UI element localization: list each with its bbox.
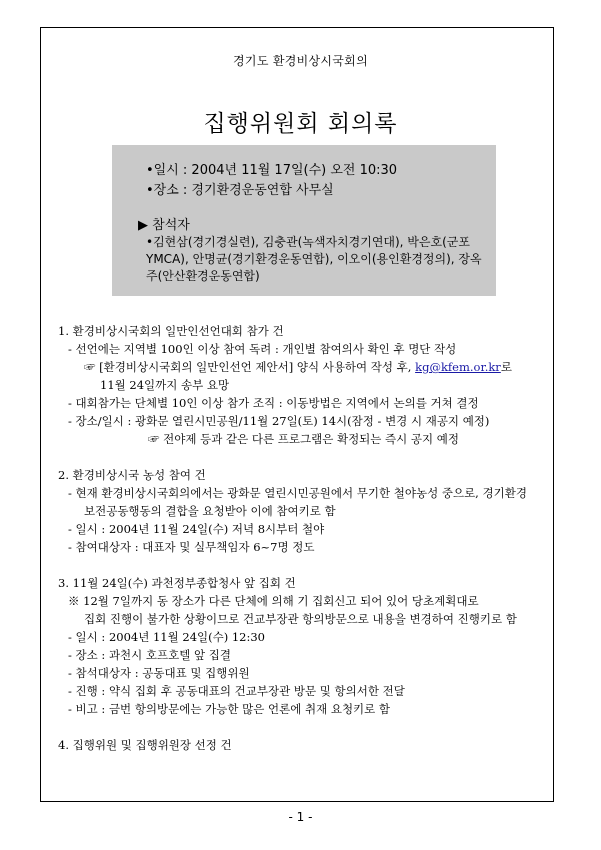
section-spacer [58, 556, 548, 574]
section-title: 1. 환경비상시국회의 일만인선언대회 참가 건 [58, 324, 284, 338]
attendees-list: •김현삼(경기경실련), 김충관(녹색자치경기연대), 박은호(군포YMCA), 안명균(경기환경운동연합), 이오이(용인환경정의), 장옥주(안산환경운동연합) [146, 235, 482, 283]
email-link[interactable]: kg@kfem.or.kr [415, 360, 501, 374]
meeting-date: •일시 : 2004년 11월 17일(수) 오전 10:30 [146, 163, 398, 178]
page-number: - 1 - [288, 810, 313, 824]
minutes-section [58, 736, 548, 754]
section-line: - 참석대상자 : 공동대표 및 집행위원 [68, 666, 250, 680]
section-line: ☞ [환경비상시국회의 일만인선언 제안서] 양식 사용하여 작성 후, kg@kfem.or.kr로 [84, 360, 512, 374]
organization-name: 경기도 환경비상시국회의 [233, 54, 368, 68]
minutes-section [58, 322, 548, 448]
section-line: - 진행 : 약식 집회 후 공동대표의 건교부장관 방문 및 항의서한 전달 [68, 684, 405, 698]
section-line: - 장소/일시 : 광화문 열린시민공원/11월 27일(토) 14시(잠정 - 변경 시 재공지 예정) [68, 414, 490, 428]
section-line: 11월 24일까지 송부 요망 [100, 378, 230, 392]
minutes-section [58, 466, 548, 556]
section-line: 보전공동행동의 결합을 요청받아 이에 참여키로 함 [84, 504, 336, 518]
minutes-section [58, 574, 548, 718]
section-spacer [58, 448, 548, 466]
section-title: 2. 환경비상시국 농성 참여 건 [58, 468, 206, 482]
section-line: - 선언에는 지역별 100인 이상 참여 독려 : 개인별 참여의사 확인 후 명단 작성 [68, 342, 457, 356]
section-line: - 현재 환경비상시국회의에서는 광화문 열린시민공원에서 무기한 철야농성 중으로, 경기환경 [68, 486, 527, 500]
section-title: 4. 집행위원 및 집행위원장 선정 건 [58, 738, 232, 752]
section-line: 집회 진행이 불가한 상황이므로 건교부장관 항의방문으로 내용을 변경하여 진행키로 함 [84, 612, 517, 626]
attendees-heading: ▶ 참석자 [138, 218, 190, 233]
meeting-place: •장소 : 경기환경운동연합 사무실 [146, 183, 334, 198]
section-line: - 참여대상자 : 대표자 및 실무책임자 6~7명 정도 [68, 540, 315, 554]
section-spacer [58, 718, 548, 736]
meeting-info-box [112, 145, 496, 296]
section-line: ※ 12월 7일까지 동 장소가 다른 단체에 의해 기 집회신고 되어 있어 당초계획대로 [68, 594, 479, 608]
section-line: - 일시 : 2004년 11월 24일(수) 12:30 [68, 630, 265, 644]
section-line: - 장소 : 과천시 호프호텔 앞 집결 [68, 648, 231, 662]
section-line: ☞ 전야제 등과 같은 다른 프로그램은 확정되는 즉시 공지 예정 [148, 432, 460, 446]
section-line: - 대회참가는 단체별 10인 이상 참가 조직 : 이동방법은 지역에서 논의를 거쳐 결정 [68, 396, 479, 410]
minutes-body [58, 322, 548, 754]
section-line: - 비고 : 금번 항의방문에는 가능한 많은 언론에 취재 요청키로 함 [68, 702, 391, 716]
section-line: - 일시 : 2004년 11월 24일(수) 저녁 8시부터 철야 [68, 522, 325, 536]
document-title: 집행위원회 회의록 [203, 111, 398, 137]
section-title: 3. 11월 24일(수) 과천정부종합청사 앞 집회 건 [58, 576, 296, 590]
